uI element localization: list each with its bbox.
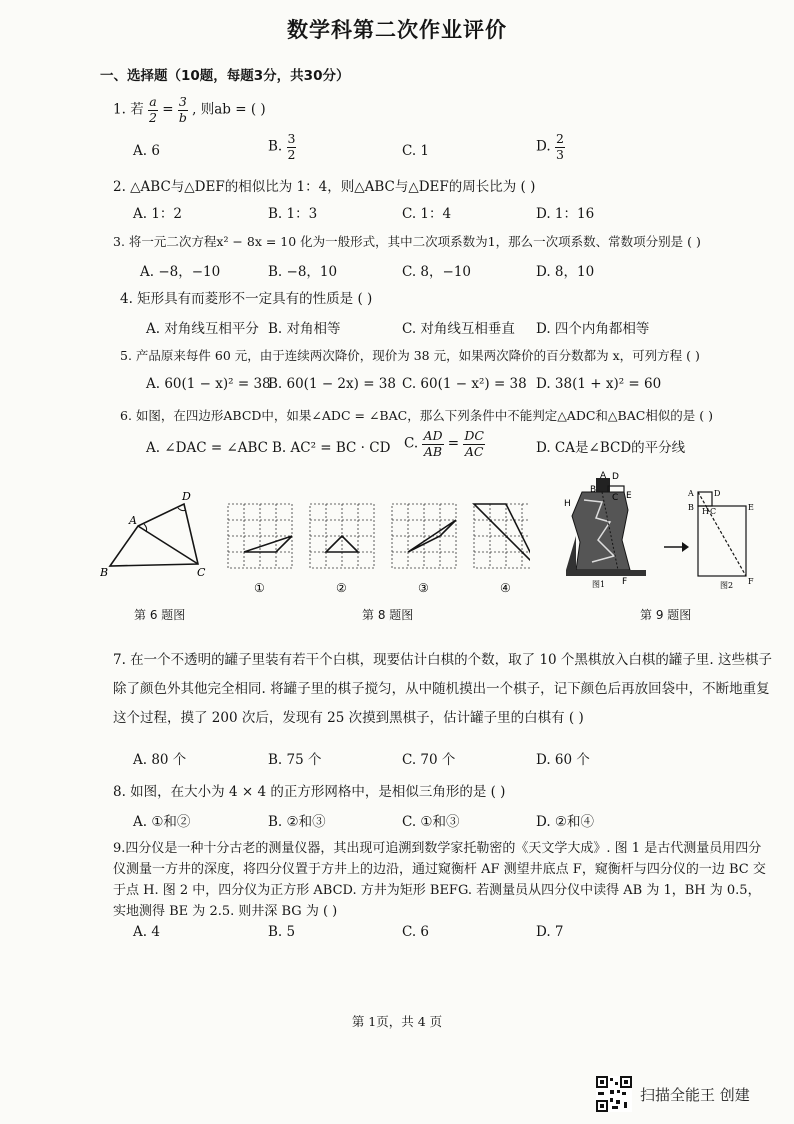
pic1-label-f: F	[622, 577, 628, 587]
point-d: D	[182, 490, 191, 503]
pic1-caption: 图1	[592, 580, 606, 588]
q7-option-c: C. 70 个	[402, 752, 456, 768]
q4-option-d: D. 四个内角都相等	[536, 321, 650, 337]
pic1-label-h: H	[564, 499, 571, 509]
question-4: 4. 矩形具有而菱形不一定具有的性质是 ( )	[120, 291, 373, 307]
pic2-label-a: A	[688, 489, 694, 498]
pic2-label-c: C	[710, 507, 717, 516]
square-abcd	[698, 492, 712, 506]
q8-option-c: C. ①和③	[402, 814, 460, 830]
q1-option-a: A. 6	[133, 143, 160, 159]
pic2-label-e: E	[748, 503, 754, 512]
question-5: 5. 产品原来每件 60 元，由于连续两次降价，现价为 38 元，如果两次降价的百分数都为 x，可列方程 ( )	[120, 348, 700, 363]
question-7: 7. 在一个不透明的罐子里装有若干个白棋，现要估计白棋的个数，取了 10 个黑棋放入白棋的罐子里. 这些棋子除了颜色外其他完全相同. 将罐子里的棋子搅匀，从中随机摸出一个棋子，记下颜色后再放回袋中，不断地重复这个过程，摸了 200 次后，发现有 25 次摸到黑棋子，估计罐子里的白棋有 ( )	[113, 652, 773, 726]
sight-line-af	[698, 492, 746, 576]
triangle-1	[244, 536, 292, 552]
grid-4	[474, 504, 530, 595]
grid-1	[228, 504, 292, 595]
qr-code-icon	[596, 1076, 632, 1112]
scanner-watermark: 扫描全能王 创建	[640, 1086, 750, 1104]
question-8: 8. 如图，在大小为 4 × 4 的正方形网格中，是相似三角形的是 ( )	[113, 784, 506, 800]
question-6: 6. 如图，在四边形ABCD中，如果∠ADC = ∠BAC，那么下列条件中不能判定△ADC和△BAC相似的是 ( )	[120, 408, 714, 423]
pic1-label-c: C	[612, 493, 619, 503]
grid-2-label: ②	[336, 581, 347, 595]
question-1	[113, 96, 266, 124]
q2-option-d: D. 1：16	[536, 206, 595, 222]
q3-option-c: C. 8，−10	[402, 264, 472, 280]
q3-option-d: D. 8，10	[536, 264, 595, 280]
figure-8-grids	[220, 500, 530, 596]
figure-6-caption: 第 6 题图	[134, 608, 186, 622]
grid-2	[310, 504, 374, 595]
q3-option-a: A. −8，−10	[140, 264, 221, 280]
figure-9-caption: 第 9 题图	[640, 608, 692, 622]
pic2-label-d: D	[714, 489, 721, 498]
q4-option-b: B. 对角相等	[268, 321, 341, 337]
q7-option-d: D. 60 个	[536, 752, 590, 768]
pic2-caption: 图2	[720, 581, 734, 590]
page-title: 数学科第二次作业评价	[287, 18, 507, 42]
q2-option-b: B. 1：3	[268, 206, 318, 222]
q6-option-d: D. CA是∠BCD的平分线	[536, 440, 686, 456]
q6-option-b: B. AC² = BC · CD	[272, 440, 391, 456]
q9-option-b: B. 5	[268, 924, 296, 940]
diagonal-ac	[138, 526, 198, 564]
page-number: 第 1页，共 4 页	[351, 1014, 443, 1029]
q3-option-b: B. −8，10	[268, 264, 338, 280]
figure-6-quadrilateral	[100, 488, 210, 580]
q5-option-a: A. 60(1 − x)² = 38	[146, 376, 271, 392]
figure-9-picture-2	[684, 484, 764, 590]
quad-outline	[110, 504, 198, 566]
q9-option-d: D. 7	[536, 924, 564, 940]
q6-option-a: A. ∠DAC = ∠ABC	[146, 440, 269, 456]
pic2-label-f: F	[748, 577, 754, 586]
q1-post: , 则ab = ( )	[192, 101, 266, 118]
pic1-label-e: E	[626, 491, 632, 501]
grid-3-label: ③	[418, 581, 429, 595]
point-a: A	[129, 514, 137, 527]
q5-option-d: D. 38(1 + x)² = 60	[536, 376, 662, 392]
q4-option-a: A. 对角线互相平分	[146, 321, 259, 337]
q1-option-b: B. $\frac{3}{2}$	[268, 131, 296, 162]
figure-8-caption: 第 8 题图	[362, 608, 414, 622]
q5-option-c: C. 60(1 − x²) = 38	[402, 376, 527, 392]
section-heading: 一、选择题（10题，每题3分，共30分）	[100, 68, 350, 84]
q7-option-b: B. 75 个	[268, 752, 322, 768]
q4-option-c: C. 对角线互相垂直	[402, 321, 515, 337]
q1-number: 1.	[113, 101, 126, 118]
grid-4-label: ④	[500, 581, 511, 595]
q2-option-a: A. 1：2	[133, 206, 183, 222]
point-b: B	[100, 566, 109, 579]
q9-option-a: A. 4	[133, 924, 160, 940]
q5-option-b: B. 60(1 − 2x) = 38	[268, 376, 396, 392]
q9-option-c: C. 6	[402, 924, 430, 940]
pic2-label-b: B	[688, 503, 694, 512]
q1-fraction-a: $\frac{a}{2}$	[148, 94, 157, 125]
pic2-label-h: H	[702, 507, 709, 516]
figure-9-picture-1	[562, 470, 650, 588]
pic1-label-b: B	[590, 485, 597, 495]
q8-option-a: A. ①和②	[133, 814, 191, 830]
q1-equals: =	[162, 101, 174, 118]
pic1-label-d: D	[612, 472, 619, 482]
q1-option-c: C. 1	[402, 143, 430, 159]
question-2: 2. △ABC与△DEF的相似比为 1：4，则△ABC与△DEF的周长比为 ( )	[113, 179, 536, 195]
q1-fraction-b: $\frac{3}{b}$	[178, 94, 187, 125]
grid-3	[392, 504, 456, 595]
q8-option-b: B. ②和③	[268, 814, 326, 830]
question-9: 9.四分仪是一种十分古老的测量仪器，其出现可追溯到数学家托勒密的《天文学大成》. 图 1 是古代测量员用四分仪测量一方井的深度，将四分仪置于方井上的边沿，通过窥衡杆 AF 测望井底点 F，窥衡杆与四分仪的一边 BC 交于点 H. 图 2 中，四分仪为正方形 ABCD. 方井为矩形 BEFG. 若测量员从四分仪中读得 AB 为 1，BH 为 0.5，实地测得 BE 为 2.5. 则井深 BG 为 ( )	[113, 841, 766, 919]
pic1-label-a: A	[600, 471, 607, 481]
q1-pre: 若	[130, 101, 144, 118]
q2-option-c: C. 1：4	[402, 206, 452, 222]
rectangle-befg	[698, 506, 746, 576]
q6-option-c: C. $\frac{AD}{AB}$ = $\frac{DC}{AC}$	[404, 428, 484, 459]
q7-option-a: A. 80 个	[133, 752, 187, 768]
q8-option-d: D. ②和④	[536, 814, 595, 830]
question-3: 3. 将一元二次方程x² − 8x = 10 化为一般形式，其中二次项系数为1，那么一次项系数、常数项分别是 ( )	[113, 234, 701, 249]
point-c: C	[197, 566, 206, 579]
q1-option-d: D. $\frac{2}{3}$	[536, 131, 564, 162]
grid-1-label: ①	[254, 581, 265, 595]
